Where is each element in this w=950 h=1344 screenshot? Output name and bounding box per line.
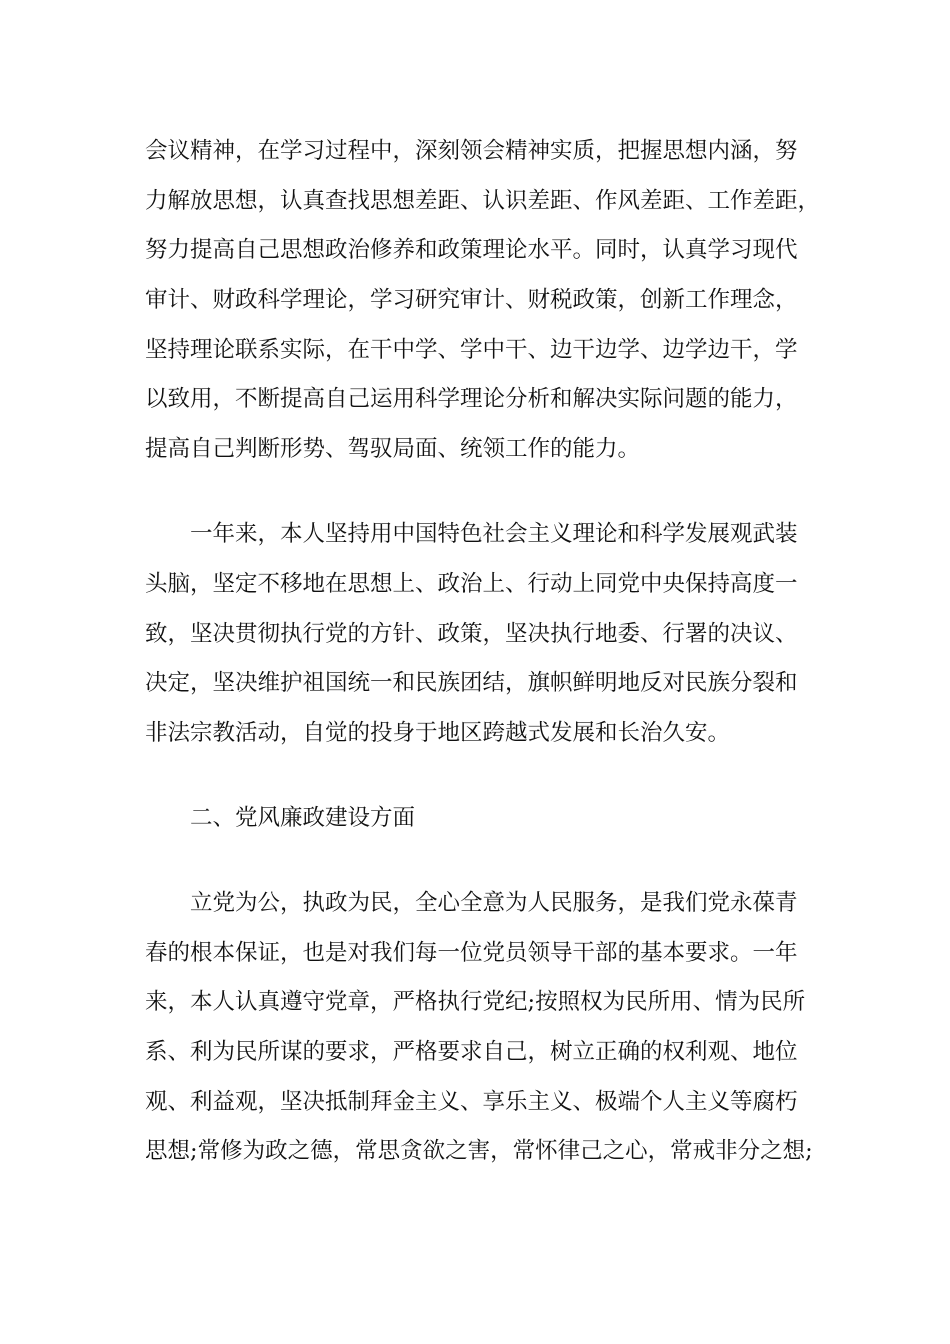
text-line: 会议精神，在学习过程中，深刻领会精神实质，把握思想内涵，努 (145, 138, 798, 164)
text-line: 一年来，本人坚持用中国特色社会主义理论和科学发展观武装 (190, 521, 798, 547)
text-line: 非法宗教活动，自觉的投身于地区跨越式发展和长治久安。 (145, 720, 731, 746)
text-line: 力解放思想，认真查找思想差距、认识差距、作风差距、工作差距， (145, 188, 821, 214)
text-line: 提高自己判断形势、驾驭局面、统领工作的能力。 (145, 436, 641, 462)
text-line: 头脑，坚定不移地在思想上、政治上、行动上同党中央保持高度一 (145, 571, 798, 597)
text-line: 致，坚决贯彻执行党的方针、政策，坚决执行地委、行署的决议、 (145, 621, 798, 647)
section-heading: 二、党风廉政建设方面 (190, 805, 416, 831)
text-line: 审计、财政科学理论，学习研究审计、财税政策，创新工作理念， (145, 287, 798, 313)
text-line: 立党为公，执政为民，全心全意为人民服务，是我们党永葆青 (190, 890, 798, 916)
text-line: 努力提高自己思想政治修养和政策理论水平。同时，认真学习现代 (145, 237, 798, 263)
text-line: 系、利为民所谋的要求，严格要求自己，树立正确的权利观、地位 (145, 1039, 798, 1065)
text-line: 观、利益观，坚决抵制拜金主义、享乐主义、极端个人主义等腐朽 (145, 1089, 798, 1115)
text-line: 思想;常修为政之德，常思贪欲之害，常怀律己之心，常戒非分之想; (145, 1138, 813, 1164)
text-line: 决定，坚决维护祖国统一和民族团结，旗帜鲜明地反对民族分裂和 (145, 670, 798, 696)
text-line: 坚持理论联系实际，在干中学、学中干、边干边学、边学边干，学 (145, 337, 798, 363)
text-line: 春的根本保证，也是对我们每一位党员领导干部的基本要求。一年 (145, 940, 798, 966)
text-line: 来，本人认真遵守党章，严格执行党纪;按照权为民所用、情为民所 (145, 989, 806, 1015)
text-line: 以致用，不断提高自己运用科学理论分析和解决实际问题的能力， (145, 386, 798, 412)
